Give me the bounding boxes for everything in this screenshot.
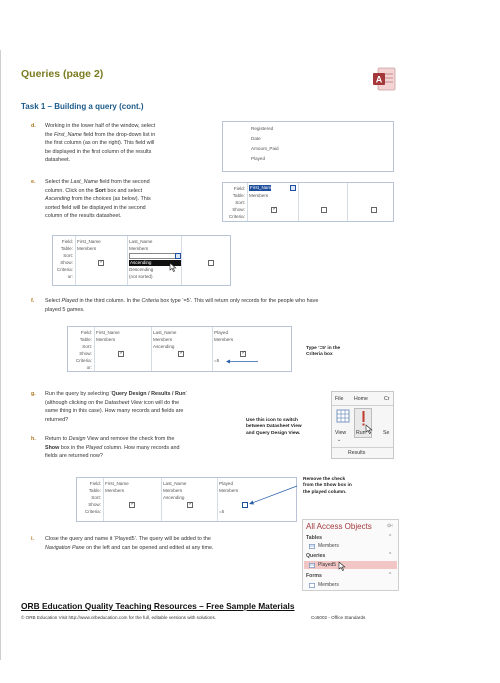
form-icon xyxy=(309,583,315,588)
step-letter: e. xyxy=(31,179,36,185)
dropdown-option[interactable]: Registered xyxy=(251,126,274,131)
query-grid-criteria: Field: Table: Sort: Show: Criteria: or: First_Name Members Last_Name Members Ascending Played Members ✓ ✓ ✓ =5 xyxy=(67,326,292,372)
tab-home[interactable]: Home xyxy=(354,396,368,402)
results-group-label: Results xyxy=(348,450,366,456)
show-checkbox[interactable] xyxy=(178,351,184,357)
step-text-line: the First_Name field from the drop-down list in xyxy=(45,131,156,138)
ribbon-results-group xyxy=(331,391,394,459)
run-label[interactable]: Run xyxy=(356,430,366,436)
dropdown-option[interactable]: Amount_Paid xyxy=(251,146,279,151)
chevron-up-icon[interactable]: ^ xyxy=(389,552,392,558)
footer-title: ORB Education Quality Teaching Resources – Free Sample Materials xyxy=(21,601,295,611)
step-text-line: sorted field will be displayed in the second xyxy=(45,204,146,211)
step-letter: h. xyxy=(31,436,36,442)
page-title: Queries (page 2) xyxy=(21,68,104,80)
step-text-line: Return to Design View and remove the check from the xyxy=(45,436,175,442)
step-letter: d. xyxy=(31,123,36,129)
footer-code: Co5002 - Office Standards xyxy=(311,615,366,620)
nav-group-tables[interactable]: Tables xyxy=(306,535,323,541)
show-checkbox[interactable] xyxy=(271,207,277,213)
footer-copyright: © ORB Education Visit http://www.orbeducation.com for the full, editable versions with solutions. xyxy=(21,615,217,620)
step-text-line: Select Played in the third column. In the Criteria box type ‘=5’. This will return only records for the people who have xyxy=(45,298,319,304)
sort-select[interactable] xyxy=(129,253,181,259)
page-left-edge xyxy=(0,50,1,660)
show-checkbox[interactable] xyxy=(208,260,214,266)
svg-text:A: A xyxy=(375,74,383,85)
select-label[interactable]: Se xyxy=(383,430,390,436)
view-label[interactable]: View xyxy=(335,430,347,436)
chevron-up-icon[interactable]: ^ xyxy=(389,572,392,578)
step-f xyxy=(31,297,471,317)
show-checkbox-played[interactable] xyxy=(242,502,248,508)
arrow-icon xyxy=(226,359,258,364)
task-heading: Task 1 – Building a query (cont.) xyxy=(21,102,144,111)
sort-option-not-sorted[interactable]: (not sorted) xyxy=(129,274,153,279)
nav-item-members-table[interactable]: Members xyxy=(318,543,339,549)
dropdown-arrow-icon[interactable] xyxy=(175,253,181,259)
step-text-line: Ascending from the choices (as below). This xyxy=(45,196,151,203)
field-select-first-name[interactable]: First_Name xyxy=(250,185,274,190)
criteria-input[interactable]: =5 xyxy=(214,358,220,363)
step-text-line: returned? xyxy=(45,416,69,423)
step-text-line: be displayed in the first column of the results xyxy=(45,148,152,155)
mouse-cursor-icon xyxy=(169,262,177,272)
step-e xyxy=(31,178,221,224)
nav-group-forms[interactable]: Forms xyxy=(306,573,322,579)
chevron-up-icon[interactable]: ^ xyxy=(389,534,392,540)
tab-file[interactable]: File xyxy=(335,396,344,402)
show-checkbox[interactable] xyxy=(187,502,193,508)
dropdown-option[interactable]: Date xyxy=(251,136,261,141)
step-letter: i. xyxy=(31,536,34,542)
step-text-line: Navigation Pane on the left and can be opened and edited at any time. xyxy=(45,544,214,551)
step-text-line: column of the results datasheet. xyxy=(45,213,122,220)
step-i xyxy=(31,535,291,555)
step-d xyxy=(31,122,221,168)
show-checkbox[interactable] xyxy=(129,502,135,508)
show-checkbox[interactable] xyxy=(118,351,124,357)
remove-check-callout: Remove the check from the Show box in the played column. xyxy=(303,477,352,495)
nav-pane-title[interactable]: All Access Objects xyxy=(306,522,372,531)
step-text-line: column. Click on the Sort box and select xyxy=(45,187,143,194)
arrow-icon xyxy=(249,484,299,506)
query-grid-first-name: Field: Table: Sort: Show: Criteria: First_Name Members ✓ xyxy=(222,182,394,222)
step-text-line: (although clicking on the Datasheet View icon will do the xyxy=(45,399,180,406)
step-text-line: the first column (as on the right). This field will xyxy=(45,140,155,147)
query-grid-show-removed: Field: Table: Sort: Show: Criteria: First_Name Members Last_Name Members Ascending Played Members ✓ ✓ =5 xyxy=(76,477,297,522)
step-letter: f. xyxy=(31,298,35,304)
step-text-line: fields are returned now? xyxy=(45,453,103,460)
step-h xyxy=(31,435,241,465)
tab-create[interactable]: Cr xyxy=(384,396,390,402)
dropdown-arrow-icon[interactable] xyxy=(290,185,296,191)
step-text-line: Close the query and name it ‘Played5’. The query will be added to the xyxy=(45,536,211,542)
show-checkbox[interactable] xyxy=(98,260,104,266)
step-text-line: datasheet. xyxy=(45,157,71,164)
criteria-input[interactable]: =5 xyxy=(219,509,225,514)
nav-item-played5-query[interactable] xyxy=(304,561,397,569)
step-text-line: Run the query by selecting ‘Query Design / Results / Run’ xyxy=(45,391,187,397)
sort-option-ascending[interactable]: Ascending xyxy=(129,260,181,266)
chevron-down-icon[interactable]: ⌄ xyxy=(337,437,342,443)
navigation-pane xyxy=(302,519,399,591)
nav-item-members-form[interactable]: Members xyxy=(318,582,339,588)
step-text-line: same thing in this case). How many records and fields are xyxy=(45,408,184,415)
switch-view-callout: Use this icon to switch between Datasheet View and Query Design View. xyxy=(246,418,302,436)
field-dropdown-list xyxy=(222,121,394,172)
dropdown-option[interactable]: Played xyxy=(251,156,266,161)
show-checkbox[interactable] xyxy=(240,351,246,357)
step-text-line: Select the Last_Name field from the second xyxy=(45,179,150,185)
show-checkbox[interactable] xyxy=(321,207,327,213)
query-icon xyxy=(309,563,315,568)
step-letter: g. xyxy=(31,391,36,397)
table-icon xyxy=(309,544,315,549)
show-checkbox[interactable] xyxy=(371,207,377,213)
step-text-line: Show box in the Played column. How many records and xyxy=(45,444,180,451)
step-g xyxy=(31,390,241,428)
step-text-line: played 5 games. xyxy=(45,306,85,313)
nav-item-label: Played5 xyxy=(318,562,337,568)
nav-group-queries[interactable]: Queries xyxy=(306,553,326,559)
criteria-callout: Type ‘=5’ in the Criteria box xyxy=(306,346,341,358)
access-app-icon xyxy=(371,66,397,92)
query-grid-sort: Field: Table: Sort: Show: Criteria: or: First_Name Members Last_Name Members ✓ Ascending Descending (not sorted) xyxy=(52,235,231,286)
sort-option-descending[interactable]: Descending xyxy=(129,267,154,272)
step-text-line: Working in the lower half of the window, select xyxy=(45,123,156,129)
datasheet-view-icon[interactable] xyxy=(336,409,350,423)
mouse-cursor-icon xyxy=(365,424,373,434)
mouse-cursor-icon xyxy=(338,561,346,571)
close-icon[interactable]: ⊙‹ xyxy=(387,523,393,529)
